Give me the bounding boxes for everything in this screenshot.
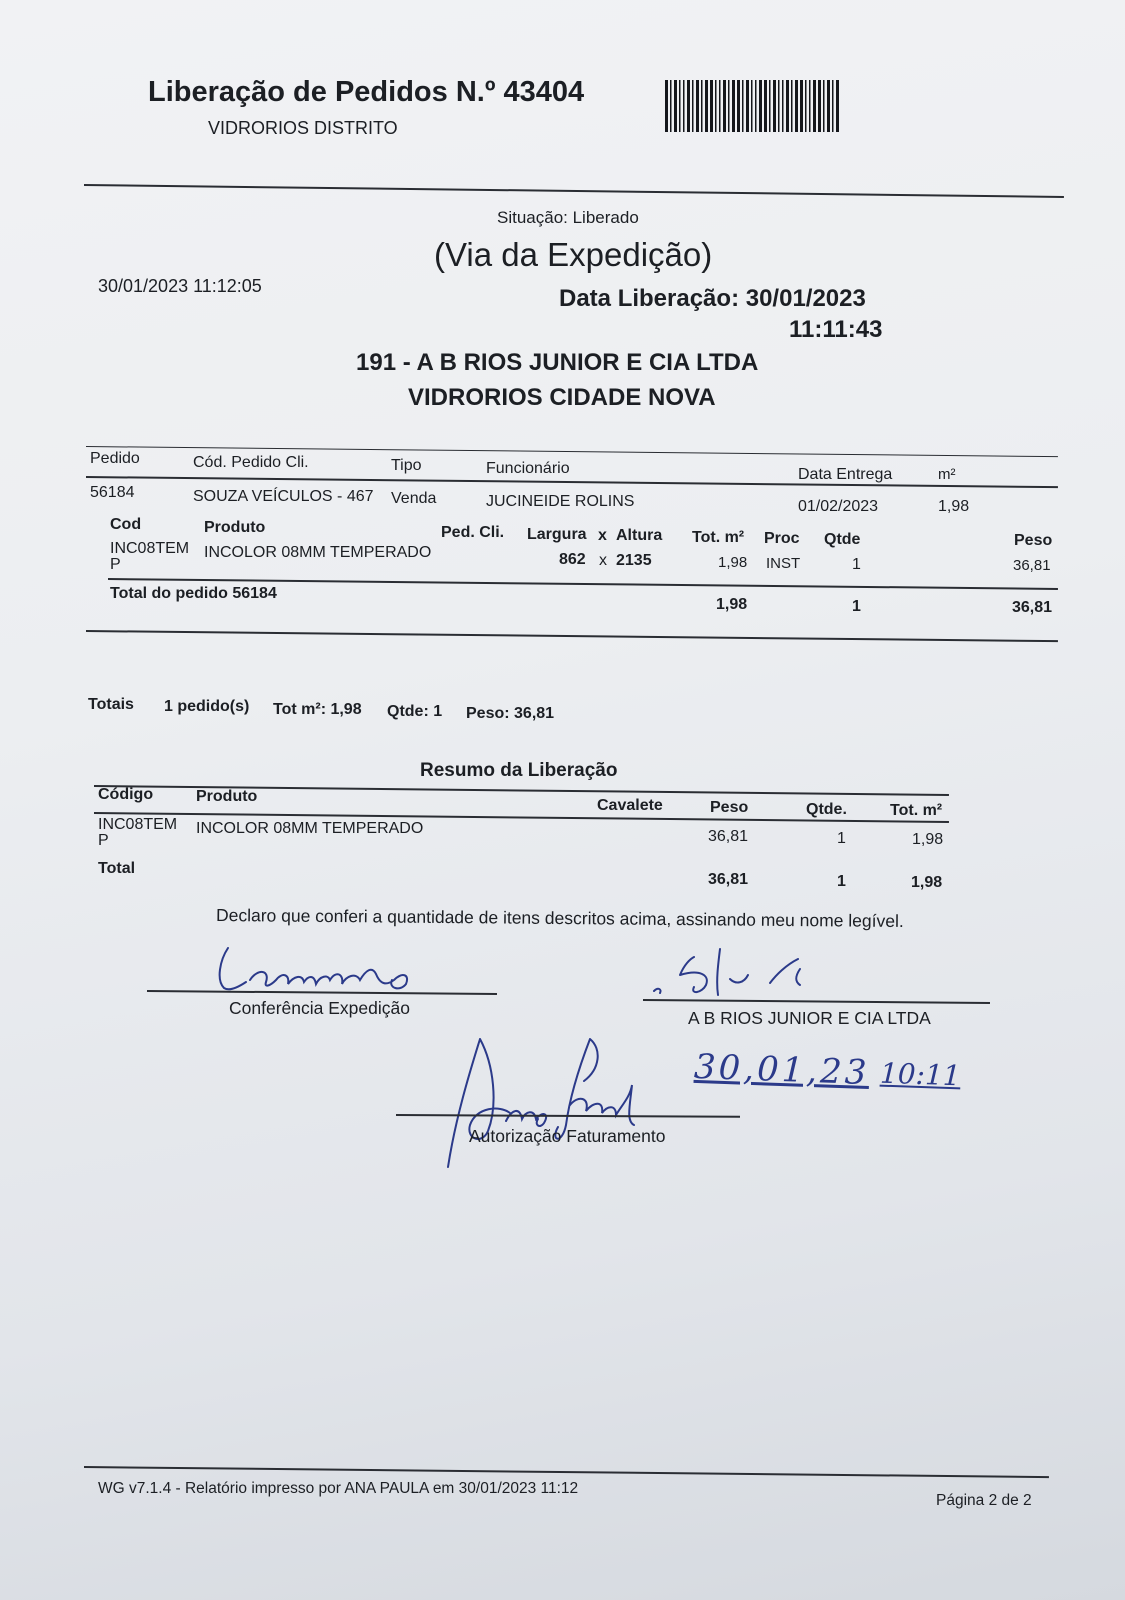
- resumo-peso: 36,81: [708, 828, 749, 845]
- item-cod-line2: P: [110, 556, 121, 573]
- empresa-label: A B RIOS JUNIOR E CIA LTDA: [688, 1008, 931, 1028]
- order-header-rule: [86, 476, 1058, 488]
- col-data-entrega-header: Data Entrega: [798, 466, 893, 483]
- resumo-codigo-line1: INC08TEM: [98, 816, 178, 833]
- item-proc-header: Proc: [764, 530, 800, 547]
- totais-tot-m2: Tot m²: 1,98: [273, 701, 362, 718]
- item-x: x: [599, 552, 607, 569]
- resumo-codigo-header: Código: [98, 786, 154, 803]
- resumo-codigo-line2: P: [98, 832, 109, 849]
- barcode: [665, 80, 840, 132]
- client-name: 191 - A B RIOS JUNIOR E CIA LTDA: [356, 349, 759, 376]
- order-cod-pedido-cli: SOUZA VEÍCULOS - 467: [193, 488, 374, 505]
- order-total-m2: 1,98: [716, 596, 748, 613]
- resumo-total-qtde: 1: [837, 873, 846, 890]
- item-tot-m2-header: Tot. m²: [692, 529, 745, 546]
- company-name: VIDRORIOS DISTRITO: [208, 118, 398, 138]
- item-peso-header: Peso: [1014, 532, 1053, 549]
- resumo-tot-m2: 1,98: [912, 831, 944, 848]
- resumo-produto-header: Produto: [196, 788, 258, 805]
- item-x-header: x: [598, 527, 607, 544]
- conferencia-signature: [210, 940, 425, 998]
- resumo-total-tot-m2: 1,98: [911, 874, 943, 891]
- col-funcionario-header: Funcionário: [486, 460, 570, 477]
- totais-peso: Peso: 36,81: [466, 705, 555, 722]
- item-tot-m2: 1,98: [718, 554, 748, 571]
- resumo-tot-m2-header: Tot. m²: [890, 802, 943, 819]
- item-produto: INCOLOR 08MM TEMPERADO: [204, 544, 432, 561]
- autorizacao-label: Autorização Faturamento: [469, 1126, 666, 1146]
- document-title: Liberação de Pedidos N.º 43404: [148, 76, 585, 108]
- item-proc: INST: [766, 555, 801, 572]
- totais-pedidos: 1 pedido(s): [164, 698, 250, 715]
- order-total-qtde: 1: [852, 598, 861, 615]
- item-altura-header: Altura: [616, 527, 663, 544]
- col-tipo-header: Tipo: [391, 457, 422, 474]
- conferencia-label: Conferência Expedição: [229, 998, 410, 1018]
- footer-divider: [84, 1466, 1049, 1478]
- resumo-produto: INCOLOR 08MM TEMPERADO: [196, 820, 424, 837]
- order-m2: 1,98: [938, 498, 970, 515]
- totais-qtde: Qtde: 1: [387, 703, 443, 720]
- item-cod-header: Cod: [110, 516, 142, 533]
- resumo-title: Resumo da Liberação: [420, 760, 618, 781]
- item-ped-cli-header: Ped. Cli.: [441, 524, 505, 541]
- handwritten-date: 30,01,23: [693, 1046, 871, 1094]
- resumo-peso-header: Peso: [710, 799, 749, 816]
- order-data-entrega: 01/02/2023: [798, 498, 879, 515]
- item-peso: 36,81: [1013, 557, 1051, 574]
- item-largura: 862: [559, 551, 586, 568]
- footer-printed-by: WG v7.1.4 - Relatório impresso por ANA PAULA em 30/01/2023 11:12: [98, 1480, 579, 1497]
- order-bottom-rule: [86, 630, 1058, 642]
- item-qtde-header: Qtde: [824, 531, 861, 548]
- situacao-text: Situação: Liberado: [497, 208, 639, 227]
- autorizacao-signature: [440, 1035, 660, 1170]
- col-m2-header: m²: [938, 466, 956, 483]
- item-cod-line1: INC08TEM: [110, 540, 190, 557]
- item-largura-header: Largura: [527, 526, 587, 543]
- client-store: VIDRORIOS CIDADE NOVA: [408, 384, 716, 411]
- data-liberacao: Data Liberação: 30/01/2023: [559, 285, 866, 312]
- order-total-peso: 36,81: [1012, 599, 1053, 616]
- declaration-text: Declaro que conferi a quantidade de itens descritos acima, assinando meu nome legível.: [215, 905, 904, 932]
- col-cod-pedido-cli-header: Cód. Pedido Cli.: [193, 454, 309, 471]
- order-total-label: Total do pedido 56184: [110, 585, 277, 602]
- order-pedido: 56184: [90, 484, 135, 501]
- footer-page-number: Página 2 de 2: [936, 1492, 1032, 1509]
- empresa-signature: [650, 945, 830, 1005]
- header-divider: [84, 184, 1064, 198]
- col-pedido-header: Pedido: [90, 450, 140, 467]
- handwritten-time: 10:11: [879, 1056, 962, 1093]
- via-expedicao: (Via da Expedição): [434, 236, 713, 273]
- resumo-qtde: 1: [837, 830, 846, 847]
- resumo-cavalete-header: Cavalete: [597, 797, 663, 814]
- totais-label: Totais: [88, 696, 134, 713]
- print-datetime: 30/01/2023 11:12:05: [98, 276, 262, 296]
- resumo-total-label: Total: [98, 860, 136, 877]
- order-funcionario: JUCINEIDE ROLINS: [486, 493, 635, 510]
- resumo-qtde-header: Qtde.: [806, 801, 847, 818]
- resumo-total-peso: 36,81: [708, 871, 749, 888]
- order-tipo: Venda: [391, 490, 437, 507]
- item-produto-header: Produto: [204, 519, 266, 536]
- hora-liberacao: 11:11:43: [789, 316, 883, 343]
- item-qtde: 1: [852, 556, 861, 573]
- item-altura: 2135: [616, 552, 652, 569]
